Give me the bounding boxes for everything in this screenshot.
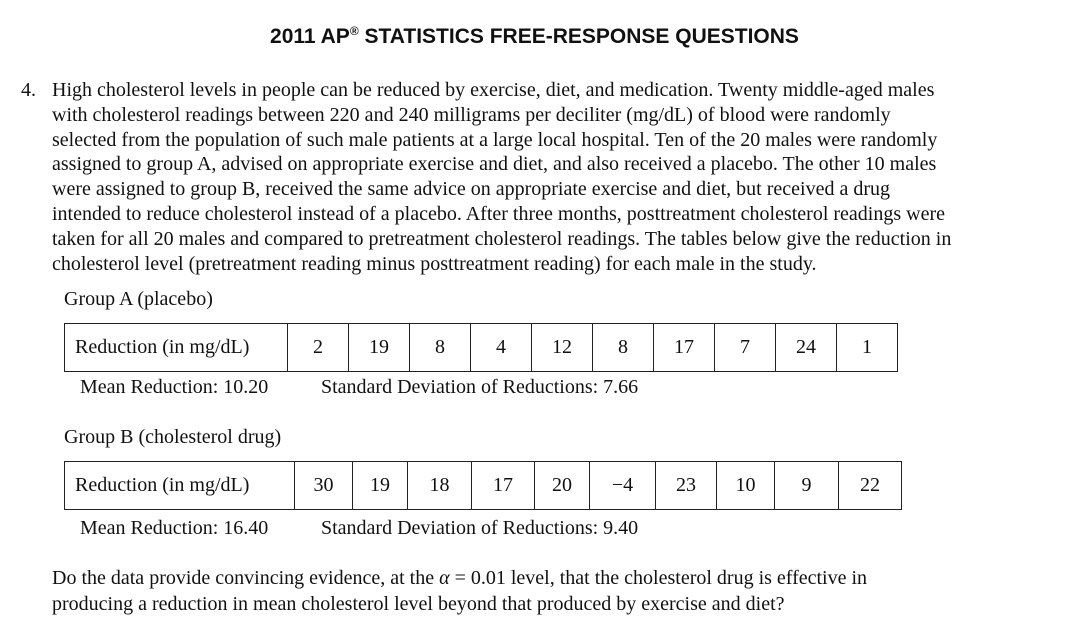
- question-text: [52, 78, 1052, 276]
- group-b-label: Group B (cholesterol drug): [64, 426, 282, 448]
- question-line: taken for all 20 males and compared to pretreatment cholesterol readings. The tables below give the reduction in: [52, 227, 952, 250]
- table-row: [65, 324, 898, 372]
- table-cell: 2: [288, 324, 349, 372]
- title-suffix: STATISTICS FREE-RESPONSE QUESTIONS: [358, 25, 799, 48]
- group-a-label: Group A (placebo): [64, 288, 213, 310]
- group-b-mean: Mean Reduction: 16.40: [80, 517, 269, 539]
- table-cell: 4: [471, 324, 532, 372]
- table-cell: −4: [590, 462, 656, 510]
- table-cell: 19: [349, 324, 410, 372]
- row-label: Reduction (in mg/dL): [65, 462, 295, 510]
- alpha-symbol: α: [439, 567, 450, 589]
- table-cell: 17: [654, 324, 715, 372]
- registered-mark: ®: [349, 24, 359, 38]
- row-label: Reduction (in mg/dL): [65, 324, 288, 372]
- question-line: assigned to group A, advised on appropriate exercise and diet, and also received a placebo. The other 10 males: [52, 153, 937, 176]
- table-row: [65, 462, 902, 510]
- question-line: selected from the population of such male patients at a large local hospital. Ten of the 20 males were randomly: [52, 128, 938, 151]
- group-a-sd: Standard Deviation of Reductions: 7.66: [321, 376, 639, 398]
- group-b-table: [64, 461, 902, 510]
- question-line: cholesterol level (pretreatment reading minus posttreatment reading) for each male in the study.: [52, 252, 817, 275]
- table-cell: 1: [837, 324, 898, 372]
- question-line: were assigned to group B, received the same advice on appropriate exercise and diet, but received a drug: [52, 178, 890, 201]
- table-cell: 24: [776, 324, 837, 372]
- page-title: [0, 24, 1069, 49]
- question-line: High cholesterol levels in people can be reduced by exercise, diet, and medication. Twenty middle-aged males: [52, 79, 935, 101]
- table-cell: 23: [656, 462, 717, 510]
- group-b-sd: Standard Deviation of Reductions: 9.40: [321, 517, 639, 539]
- table-cell: 8: [593, 324, 654, 372]
- group-a-table: [64, 323, 898, 372]
- group-a-mean: Mean Reduction: 10.20: [80, 376, 269, 398]
- title-prefix: 2011 AP: [270, 25, 350, 48]
- table-cell: 10: [717, 462, 775, 510]
- table-cell: 17: [472, 462, 535, 510]
- final-question: [52, 566, 1052, 617]
- table-cell: 30: [295, 462, 353, 510]
- question-line: with cholesterol readings between 220 and 240 milligrams per deciliter (mg/dL) of blood were randomly: [52, 103, 891, 126]
- final-question-line-1: [52, 566, 1052, 592]
- alpha-value: = 0.01: [449, 567, 506, 589]
- table-cell: 7: [715, 324, 776, 372]
- final-text-before: Do the data provide convincing evidence, at the: [52, 567, 440, 589]
- question-number: 4.: [21, 79, 36, 101]
- final-text-after: level, that the cholesterol drug is effective in: [505, 567, 868, 589]
- final-question-line-2: producing a reduction in mean cholesterol level beyond that produced by exercise and diet?: [52, 592, 785, 615]
- table-cell: 12: [532, 324, 593, 372]
- table-cell: 19: [353, 462, 408, 510]
- table-cell: 18: [408, 462, 472, 510]
- table-cell: 20: [535, 462, 590, 510]
- table-cell: 22: [839, 462, 902, 510]
- table-cell: 8: [410, 324, 471, 372]
- question-line: intended to reduce cholesterol instead of a placebo. After three months, posttreatment cholesterol readings were: [52, 202, 946, 225]
- table-cell: 9: [775, 462, 839, 510]
